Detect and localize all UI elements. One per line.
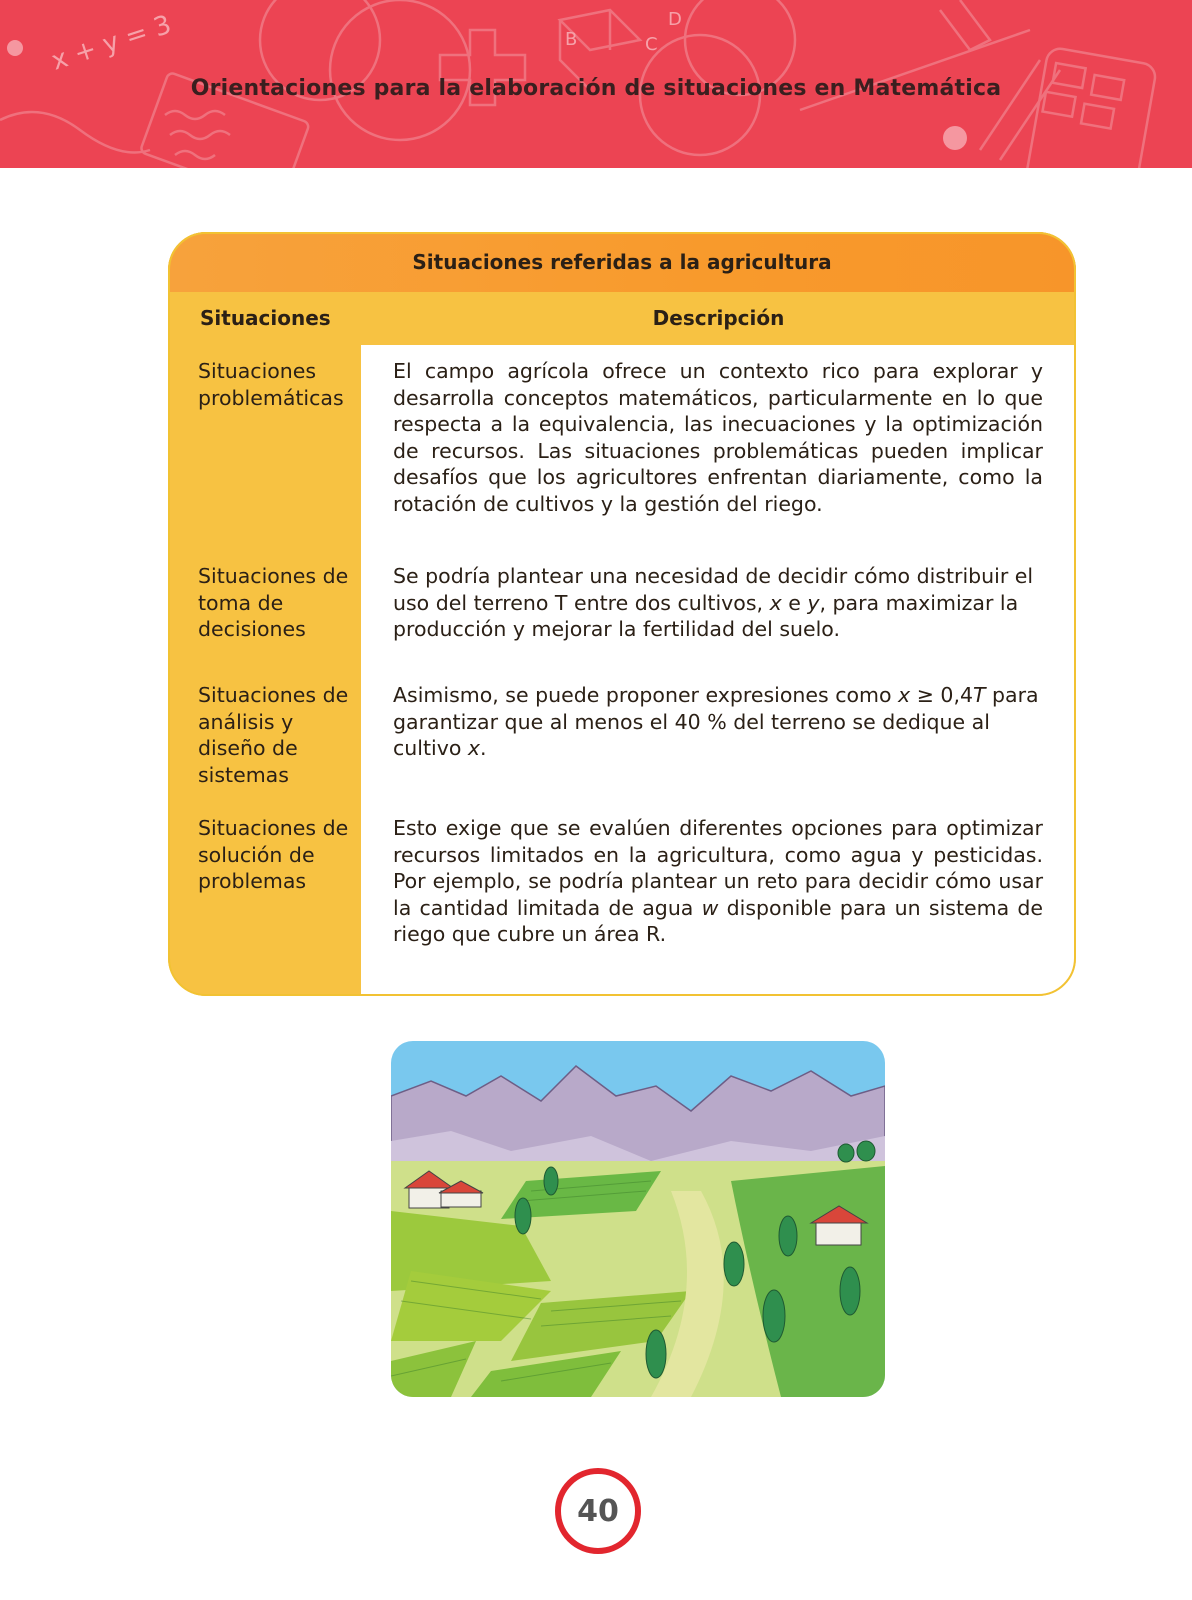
row-label: Situaciones problemáticas	[198, 359, 344, 410]
table-column-headers	[168, 292, 1076, 345]
column-header-descripcion: Descripción	[652, 306, 785, 330]
row-description: Se podría plantear una necesidad de decidir cómo distribuir el uso del terreno T entre dos cultivos, x e y, para maximizar la producción y mejorar la fertilidad del suelo.	[393, 564, 1034, 641]
agriculture-situations-table	[168, 232, 1076, 996]
row-description: El campo agrícola ofrece un contexto rico para explorar y desarrolla conceptos matemáticos, particularmente en lo que respecta a la equivalencia, las inecuaciones y la optimización de recursos. Las situaciones problemáticas pueden implicar desafíos que los agricultores enfrentan diariamente, como la rotación de cultivos y la gestión del riego.	[393, 359, 1043, 516]
page-title: Orientaciones para la elaboración de situaciones en Matemática	[190, 76, 1002, 101]
farm-landscape-illustration	[391, 1041, 885, 1397]
row-label: Situaciones de análisis y diseño de sistemas	[198, 683, 349, 787]
row-label: Situaciones de toma de decisiones	[198, 564, 349, 641]
page-number-badge	[555, 1468, 641, 1554]
page-number: 40	[577, 1493, 619, 1529]
header-banner	[0, 0, 1192, 168]
row-description: Asimismo, se puede proponer expresiones como x ≥ 0,4T para garantizar que al menos el 40 % del terreno se dedique al cultivo x.	[393, 683, 1039, 760]
doodle-equation: x + y = 3	[47, 9, 176, 77]
doodle-letter-b: B	[565, 29, 578, 50]
row-description: Esto exige que se evalúen diferentes opciones para optimizar recursos limitados en la agricultura, como agua y pesticidas. Por ejemplo, se podría plantear un reto para decidir cómo usar la cantidad limitada de agua w disponible para un sistema de riego que cubre un área R.	[393, 816, 1043, 946]
column-header-situaciones: Situaciones	[200, 306, 331, 330]
table-title: Situaciones referidas a la agricultura	[168, 232, 1076, 292]
doodle-letter-d: D	[668, 9, 682, 30]
row-label: Situaciones de solución de problemas	[198, 816, 349, 893]
doodle-letter-c: C	[645, 34, 658, 55]
